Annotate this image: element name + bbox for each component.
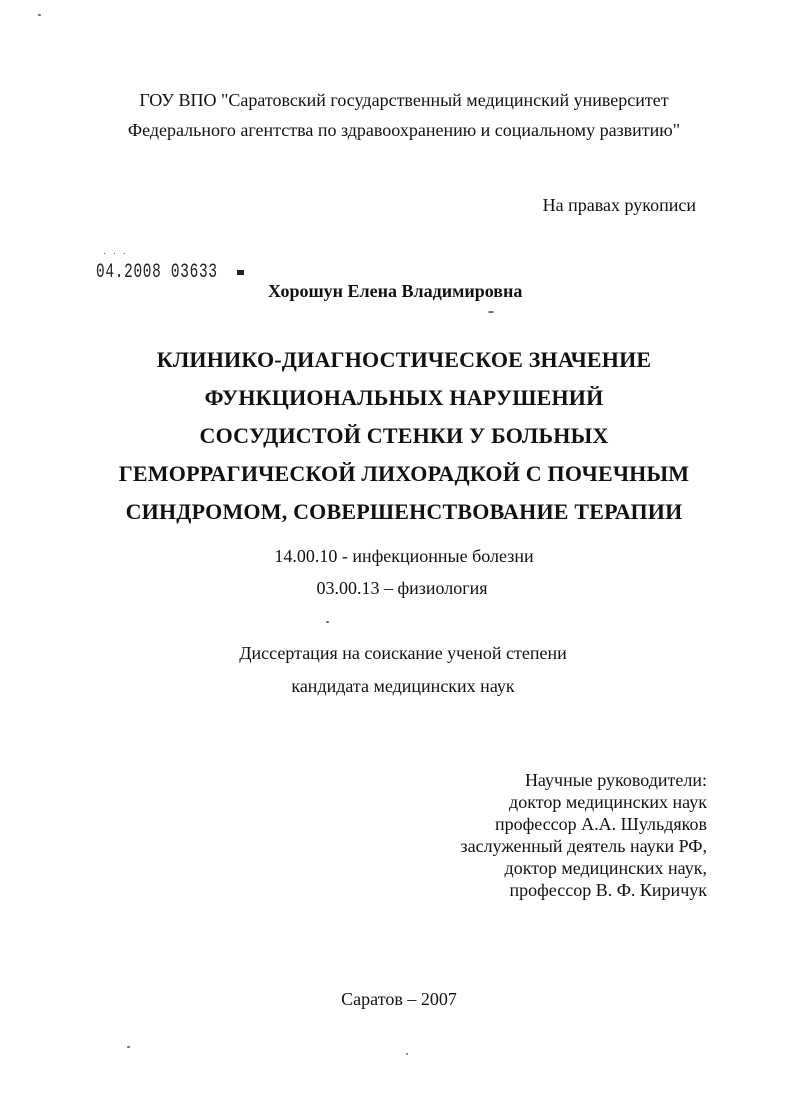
university-header-line-1: ГОУ ВПО "Саратовский государственный медицинский университет bbox=[139, 90, 669, 110]
supervisor-line: заслуженный деятель науки РФ, bbox=[460, 836, 707, 856]
supervisor-line: доктор медицинских наук bbox=[509, 792, 707, 812]
dissertation-title bbox=[0, 341, 794, 531]
dissertation-degree-line-1: Диссертация на соискание ученой степени bbox=[239, 643, 567, 663]
dissertation-degree-line-2: кандидата медицинских наук bbox=[291, 676, 515, 696]
title-line-5: СИНДРОМОМ, СОВЕРШЕНСТВОВАНИЕ ТЕРАПИИ bbox=[125, 499, 683, 524]
supervisor-line: доктор медицинских наук, bbox=[504, 858, 707, 878]
scan-speck bbox=[406, 1053, 408, 1055]
supervisors-block bbox=[461, 769, 708, 901]
stamp-dots: · · · bbox=[103, 249, 128, 260]
title-line-4: ГЕМОРРАГИЧЕСКОЙ ЛИХОРАДКОЙ С ПОЧЕЧНЫМ bbox=[118, 461, 690, 486]
manuscript-rights-note: На правах рукописи bbox=[542, 195, 696, 215]
supervisors-heading: Научные руководители: bbox=[524, 770, 707, 790]
supervisor-line: профессор В. Ф. Киричук bbox=[509, 880, 707, 900]
author-name: Хорошун Елена Владимировна bbox=[268, 281, 523, 301]
title-line-2: ФУНКЦИОНАЛЬНЫХ НАРУШЕНИЙ bbox=[204, 385, 604, 410]
scan-speck bbox=[488, 311, 494, 313]
scan-speck bbox=[127, 1046, 130, 1048]
stamp-mark bbox=[237, 270, 244, 275]
supervisor-line: профессор А.А. Шульдяков bbox=[494, 814, 707, 834]
specialty-code-2: 03.00.13 – физиология bbox=[316, 578, 488, 598]
university-header-line-2: Федерального агентства по здравоохранению и социальному развитию" bbox=[127, 120, 681, 140]
city-year: Саратов – 2007 bbox=[341, 989, 457, 1009]
title-line-1: КЛИНИКО-ДИАГНОСТИЧЕСКОЕ ЗНАЧЕНИЕ bbox=[156, 347, 652, 372]
specialty-code-1: 14.00.10 - инфекционные болезни bbox=[274, 546, 534, 566]
library-stamp-number: 04.2008 03633 bbox=[96, 261, 218, 284]
scan-speck bbox=[326, 621, 329, 623]
scan-speck bbox=[38, 14, 41, 16]
title-line-3: СОСУДИСТОЙ СТЕНКИ У БОЛЬНЫХ bbox=[199, 423, 609, 448]
